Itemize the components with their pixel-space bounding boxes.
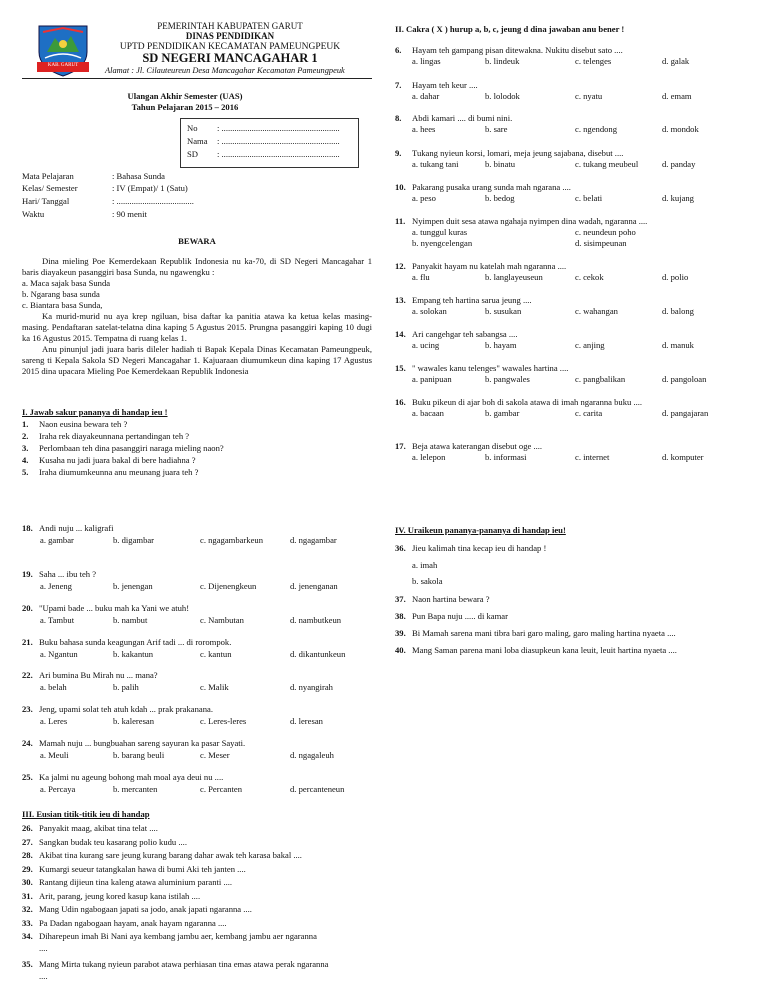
- question-number: 22.: [22, 670, 33, 680]
- answer-option[interactable]: b. jenengan: [113, 581, 153, 591]
- answer-option[interactable]: c. cekok: [575, 272, 604, 282]
- answer-option[interactable]: d. percanteneun: [290, 784, 345, 794]
- answer-option[interactable]: d. nyangirah: [290, 682, 333, 692]
- question-number: 9.: [395, 148, 402, 158]
- list-item: [22, 523, 113, 533]
- answer-option[interactable]: b. palih: [113, 682, 139, 692]
- answer-option[interactable]: c. wahangan: [575, 306, 618, 316]
- question-number: 34.: [22, 931, 33, 941]
- question-text: Pakarang pusaka urang sunda mah ngarana ....: [412, 182, 571, 192]
- info-value: : 90 menit: [112, 209, 147, 219]
- answer-option[interactable]: b. kakantun: [113, 649, 154, 659]
- question-text: Buku bahasa sunda keagungan Arif tadi ... di rorompok.: [39, 637, 232, 647]
- bewara-paragraph-1: Dina mieling Poe Kemerdekaan Republik Indonesia nu ka-70, di SD Negeri Mancagahar 1 baris diayakeun pasanggiri basa Sunda, nu ngawengku :: [22, 256, 372, 277]
- question-text: Tukang nyieun korsi, lomari, meja jeung sajabana, disebut ....: [412, 148, 624, 158]
- answer-option[interactable]: d. ngagambar: [290, 535, 337, 545]
- answer-option[interactable]: d. pangoloan: [662, 374, 707, 384]
- answer-option[interactable]: a. Leres: [40, 716, 68, 726]
- list-item: [22, 738, 245, 748]
- section-3-title: III. Eusian titik-titik ieu di handap: [22, 809, 150, 819]
- question-text: Ari bumina Bu Mirah nu ... mana?: [39, 670, 158, 680]
- answer-option[interactable]: b. susukan: [485, 306, 522, 316]
- answer-option[interactable]: c. neundeun poho: [575, 227, 636, 237]
- answer-option[interactable]: c. Dijenengkeun: [200, 581, 257, 591]
- question-text: Panyakit hayam nu katelah mah ngaranna ....: [412, 261, 567, 271]
- list-item: 40. Mang Saman parena mani loba diasupkeun kana leuit, leuit hartina nyaeta ....: [395, 645, 677, 655]
- question-continuation: ....: [39, 971, 48, 981]
- question-text: Jeng, upami solat teh atuh kdah ... prak prakanana.: [39, 704, 213, 714]
- answer-option[interactable]: a. peso: [412, 193, 436, 203]
- list-item: [22, 569, 96, 579]
- question-number: 18.: [22, 523, 33, 533]
- answer-option[interactable]: d. sisimpeunan: [575, 238, 627, 248]
- answer-option[interactable]: b. hayam: [485, 340, 517, 350]
- answer-option[interactable]: b. bedog: [485, 193, 515, 203]
- section-1-title: I. Jawab sakur pananya di handap ieu !: [22, 407, 168, 417]
- question-continuation: ....: [39, 943, 48, 953]
- question-text: " wawales kanu telenges" wawales hartina ....: [412, 363, 569, 373]
- list-item: 5. Iraha diumumkeunna anu meunang juara teh ?: [22, 467, 199, 477]
- section-2-title: II. Cakra ( X ) hurup a, b, c, jeung d dina jawaban anu bener !: [395, 24, 625, 34]
- header-divider: [22, 78, 372, 79]
- question-text: Pa Dadan ngabogaan hayam, anak hayam ngaranna ....: [39, 917, 227, 928]
- id-sd-value[interactable]: : .......................................................: [217, 149, 340, 159]
- question-text: Ka jalmi nu ageung bohong mah moal aya deui nu ....: [39, 772, 224, 782]
- answer-option[interactable]: b. gambar: [485, 408, 520, 418]
- question-text: "Upami bade ... buku mah ka Yani we atuh!: [39, 603, 190, 613]
- list-item: [22, 918, 227, 928]
- exam-year: Tahun Pelajaran 2015 – 2016: [131, 102, 239, 112]
- list-item: [395, 397, 642, 407]
- answer-option[interactable]: c. ngendong: [575, 124, 618, 134]
- answer-option[interactable]: c. pangbalikan: [575, 374, 626, 384]
- list-item: 1. Naon eusina bewara teh ?: [22, 419, 128, 429]
- question-number: 8.: [395, 113, 402, 123]
- question-number: 35.: [22, 959, 33, 969]
- question-text: Diharepeun imah Bi Nani aya kembang jambu aer, kembang jambu aer ngaranna: [39, 931, 317, 941]
- question-text: Sangkan budak teu kasarang polio kudu ....: [39, 836, 187, 847]
- answer-option[interactable]: c. ngagambarkeun: [200, 535, 263, 545]
- list-item: 4. Kusaha nu jadi juara bakal di bere hadiahna ?: [22, 455, 196, 465]
- question-number: 33.: [22, 917, 33, 928]
- question-text: Beja atawa katerangan disebut oge ....: [412, 441, 543, 451]
- list-item: 37. Naon hartina bewara ?: [395, 594, 490, 604]
- question-text: Ari cangehgar teh sabangsa ....: [412, 329, 518, 339]
- list-item: [22, 637, 231, 647]
- list-item: [22, 891, 200, 901]
- answer-option[interactable]: d. dikantunkeun: [290, 649, 346, 659]
- answer-option[interactable]: c. carita: [575, 408, 603, 418]
- question-text: Kumargi seueur tatangkalan hawa di bumi Aki teh janten ....: [39, 863, 246, 874]
- answer-option[interactable]: d. panday: [662, 159, 696, 169]
- answer-option[interactable]: b. binatu: [485, 159, 516, 169]
- question-number: 27.: [22, 836, 33, 847]
- list-item: [22, 670, 158, 680]
- question-number: 17.: [395, 441, 406, 451]
- answer-option[interactable]: d. polio: [662, 272, 689, 282]
- answer-option[interactable]: b. informasi: [485, 452, 527, 462]
- question-number: 25.: [22, 772, 33, 782]
- answer-option[interactable]: b. lolodok: [485, 91, 520, 101]
- info-label: Mata Pelajaran: [22, 171, 74, 181]
- answer-option[interactable]: a. panipuan: [412, 374, 452, 384]
- info-value: : IV (Empat)/ 1 (Satu): [112, 183, 188, 193]
- answer-option[interactable]: c. internet: [575, 452, 610, 462]
- answer-option[interactable]: c. Leres-leres: [200, 716, 247, 726]
- list-item: [22, 850, 302, 860]
- question-number: 32.: [22, 904, 33, 914]
- answer-option[interactable]: a. gambar: [40, 535, 74, 545]
- answer-option[interactable]: a. flu: [412, 272, 430, 282]
- list-item: [395, 261, 566, 271]
- answer-option[interactable]: b. kaleresan: [113, 716, 155, 726]
- answer-option: a. imah: [412, 560, 438, 570]
- list-item: 38. Pun Bapa nuju ..... di kamar: [395, 611, 508, 621]
- list-item: [395, 216, 647, 226]
- list-item: [22, 837, 187, 847]
- answer-option[interactable]: b. nyengcelengan: [412, 238, 473, 248]
- question-number: 23.: [22, 704, 33, 714]
- id-sd-label: SD: [187, 149, 198, 159]
- answer-option[interactable]: a. solokan: [412, 306, 447, 316]
- question-number: 31.: [22, 890, 33, 901]
- question-number: 15.: [395, 363, 406, 373]
- question-number: 30.: [22, 877, 33, 887]
- question-number: 10.: [395, 182, 406, 192]
- answer-option[interactable]: a. lingas: [412, 56, 441, 66]
- answer-option[interactable]: d. jenenganan: [290, 581, 338, 591]
- answer-option[interactable]: a. bacaan: [412, 408, 444, 418]
- list-item: [22, 823, 158, 833]
- header-line-3: UPTD PENDIDIKAN KECAMATAN PAMEUNGPEUK: [119, 42, 341, 52]
- question-number: 24.: [22, 738, 33, 748]
- answer-option[interactable]: a. Jeneng: [40, 581, 72, 591]
- header-line-1: PEMERINTAH KABUPATEN GARUT: [157, 21, 303, 31]
- list-item: [395, 441, 542, 451]
- answer-option[interactable]: c. anjing: [575, 340, 605, 350]
- question-text: Rantang dijieun tina kaleng atawa aluminium paranti ....: [39, 877, 233, 887]
- bewara-text: [22, 256, 372, 377]
- list-item: [395, 148, 623, 158]
- answer-option[interactable]: c. belati: [575, 193, 603, 203]
- question-number: 13.: [395, 295, 406, 305]
- question-number: 7.: [395, 80, 402, 90]
- id-nama-value[interactable]: : .......................................................: [217, 136, 340, 146]
- question-text: Abdi kamari .... di bumi nini.: [412, 113, 513, 123]
- id-no-value[interactable]: : .......................................................: [217, 123, 340, 133]
- answer-option[interactable]: d. nambutkeun: [290, 615, 342, 625]
- answer-option[interactable]: a. lelepon: [412, 452, 446, 462]
- list-item: 36. Jieu kalimah tina kecap ieu di handap !: [395, 543, 547, 553]
- list-item: [395, 295, 532, 305]
- answer-option[interactable]: d. manuk: [662, 340, 694, 350]
- list-item: [395, 113, 512, 123]
- answer-option[interactable]: a. Ngantun: [40, 649, 78, 659]
- answer-option[interactable]: d. mondok: [662, 124, 699, 134]
- answer-option[interactable]: d. balong: [662, 306, 694, 316]
- info-label: Kelas/ Semester: [22, 183, 78, 193]
- answer-option[interactable]: c. nyatu: [575, 91, 603, 101]
- answer-option[interactable]: a. Tambut: [40, 615, 75, 625]
- answer-option[interactable]: b. sare: [485, 124, 508, 134]
- question-text: Saha ... ibu teh ?: [39, 569, 97, 579]
- list-item: [395, 182, 571, 192]
- question-number: 16.: [395, 397, 406, 407]
- answer-option[interactable]: b. langlayeuseun: [485, 272, 543, 282]
- answer-option[interactable]: a. belah: [40, 682, 67, 692]
- bewara-paragraph-3: Anu pinunjul jadi juara baris dileler hadiah ti Bapak Kepala Dinas Kecamatan Pameungpeuk, sareng ti Kepala Sakola SD Negeri Mancagahar 1. Kajuaraan diumumkeun dina kaping 17 Agustus 2015 dina upacara Mieling Poe Kemerdekaan Republik Indonesia: [22, 344, 372, 376]
- answer-option[interactable]: a. ucing: [412, 340, 440, 350]
- list-item: [395, 45, 623, 55]
- answer-option[interactable]: d. galak: [662, 56, 690, 66]
- question-text: Hayam teh gampang pisan ditewakna. Nukitu disebut sato ....: [412, 45, 623, 55]
- answer-option: b. sakola: [412, 576, 443, 586]
- answer-option[interactable]: a. Meuli: [40, 750, 69, 760]
- info-label: Waktu: [22, 209, 45, 219]
- answer-option[interactable]: b. pangwales: [485, 374, 530, 384]
- list-item: 2. Iraha rek diayakeunnana pertandingan teh ?: [22, 431, 190, 441]
- answer-option[interactable]: a. Percaya: [40, 784, 76, 794]
- answer-option[interactable]: c. kantun: [200, 649, 232, 659]
- list-item: [22, 603, 189, 613]
- list-item: [395, 363, 568, 373]
- answer-option[interactable]: c. Percanten: [200, 784, 242, 794]
- list-item: [22, 704, 213, 714]
- question-text: Arit, parang, jeung kored kasup kana istilah ....: [39, 890, 201, 901]
- answer-option[interactable]: d. leresan: [290, 716, 323, 726]
- list-item: [22, 877, 232, 887]
- answer-option[interactable]: c. Meser: [200, 750, 230, 760]
- answer-option[interactable]: b. nambut: [113, 615, 148, 625]
- question-number: 21.: [22, 637, 33, 647]
- question-number: 14.: [395, 329, 406, 339]
- id-no-label: No: [187, 123, 198, 133]
- school-logo: [33, 22, 93, 78]
- bewara-item: b. Ngarang basa sunda: [22, 289, 100, 299]
- answer-option[interactable]: a. dahar: [412, 91, 440, 101]
- question-text: Nyimpen duit sesa atawa ngahaja nyimpen dina wadah, ngaranna ....: [412, 216, 648, 226]
- answer-option[interactable]: d. kujang: [662, 193, 694, 203]
- answer-option[interactable]: b. lindeuk: [485, 56, 520, 66]
- list-item: [395, 329, 517, 339]
- question-text: Hayam teh keur ....: [412, 80, 478, 90]
- list-item: [22, 904, 252, 914]
- id-nama-label: Nama: [187, 136, 208, 146]
- list-item: [22, 864, 246, 874]
- answer-option[interactable]: d. emam: [662, 91, 692, 101]
- section-4-title: IV. Uraikeun pananya-pananya di handap ieu!: [395, 525, 566, 535]
- question-number: 11.: [395, 216, 406, 226]
- question-text: Mang Udin ngabogaan japati sa jodo, anak japati ngaranna ....: [39, 904, 252, 914]
- answer-option[interactable]: a. tunggul kuras: [412, 227, 468, 237]
- student-id-box: [180, 118, 359, 168]
- answer-option[interactable]: c. telenges: [575, 56, 612, 66]
- bewara-title: BEWARA: [178, 236, 216, 246]
- question-number: 28.: [22, 850, 33, 860]
- question-text: Mang Mirta tukang nyieun parabot atawa perhiasan tina emas atawa perak ngaranna: [39, 959, 329, 969]
- question-text: Andi nuju ... kaligrafi: [39, 523, 114, 533]
- question-number: 19.: [22, 569, 33, 579]
- answer-option[interactable]: d. pangajaran: [662, 408, 709, 418]
- question-number: 20.: [22, 603, 33, 613]
- list-item: 39. Bi Mamah sarena mani tibra bari garo maling, garo maling hartina nyaeta ....: [395, 628, 676, 638]
- answer-option[interactable]: c. Malik: [200, 682, 229, 692]
- answer-option[interactable]: c. tukang meubeul: [575, 159, 639, 169]
- answer-option[interactable]: d. ngagaleuh: [290, 750, 334, 760]
- list-item: [22, 772, 223, 782]
- bewara-item: c. Biantara basa Sunda,: [22, 300, 103, 310]
- answer-option[interactable]: a. hees: [412, 124, 436, 134]
- exam-title: Ulangan Akhir Semester (UAS): [127, 91, 243, 101]
- header-line-2: DINAS PENDIDIKAN: [185, 31, 275, 41]
- info-value[interactable]: : ....................................: [112, 196, 194, 206]
- answer-option[interactable]: c. Nambutan: [200, 615, 244, 625]
- list-item: [22, 959, 328, 969]
- question-number: 26.: [22, 823, 33, 833]
- answer-option[interactable]: b. mercanten: [113, 784, 158, 794]
- question-number: 6.: [395, 45, 402, 55]
- list-item: 3. Perlombaan teh dina pasanggiri naraga mieling naon?: [22, 443, 224, 453]
- answer-option[interactable]: b. barang beuli: [113, 750, 165, 760]
- school-name: SD NEGERI MANCAGAHAR 1: [142, 51, 318, 65]
- info-value: : Bahasa Sunda: [112, 171, 165, 181]
- question-text: Panyakit maag, akibat tina telat ....: [39, 823, 158, 833]
- info-label: Hari/ Tanggal: [22, 196, 70, 206]
- answer-option[interactable]: b. digambar: [113, 535, 155, 545]
- answer-option[interactable]: a. tukang tani: [412, 159, 459, 169]
- bewara-item: a. Maca sajak basa Sunda: [22, 278, 111, 288]
- list-item: [395, 80, 478, 90]
- question-number: 29.: [22, 863, 33, 874]
- question-text: Empang teh hartina sarua jeung ....: [412, 295, 532, 305]
- logo-text: KAB. GARUT: [47, 63, 79, 68]
- bewara-paragraph-2: Ka murid-murid nu aya krep ngiluan, bisa daftar ka panitia atawa ka ketua kelas masing-masing. Pendaftaran satelat-telatna dina kaping 5 Agustus 2015. Prungna pasanggiri kaping 10 dugi ka 16 Agustus 2015. Tempatna di ruang kelas 1.: [22, 311, 372, 343]
- question-number: 12.: [395, 261, 406, 271]
- question-text: Mamah nuju ... bungbuahan sareng sayuran ka pasar Sayati.: [39, 738, 246, 748]
- question-text: Buku pikeun di ajar boh di sakola atawa di imah ngaranna buku ....: [412, 397, 643, 407]
- question-text: Akibat tina kurang sare jeung kurang barang dahar awak teh karasa bakal ....: [39, 850, 302, 860]
- answer-option[interactable]: d. komputer: [662, 452, 704, 462]
- school-address: Alamat : Jl. Cilauteureun Desa Mancagahar Kecamatan Pameungpeuk: [105, 66, 345, 75]
- list-item: [22, 931, 317, 941]
